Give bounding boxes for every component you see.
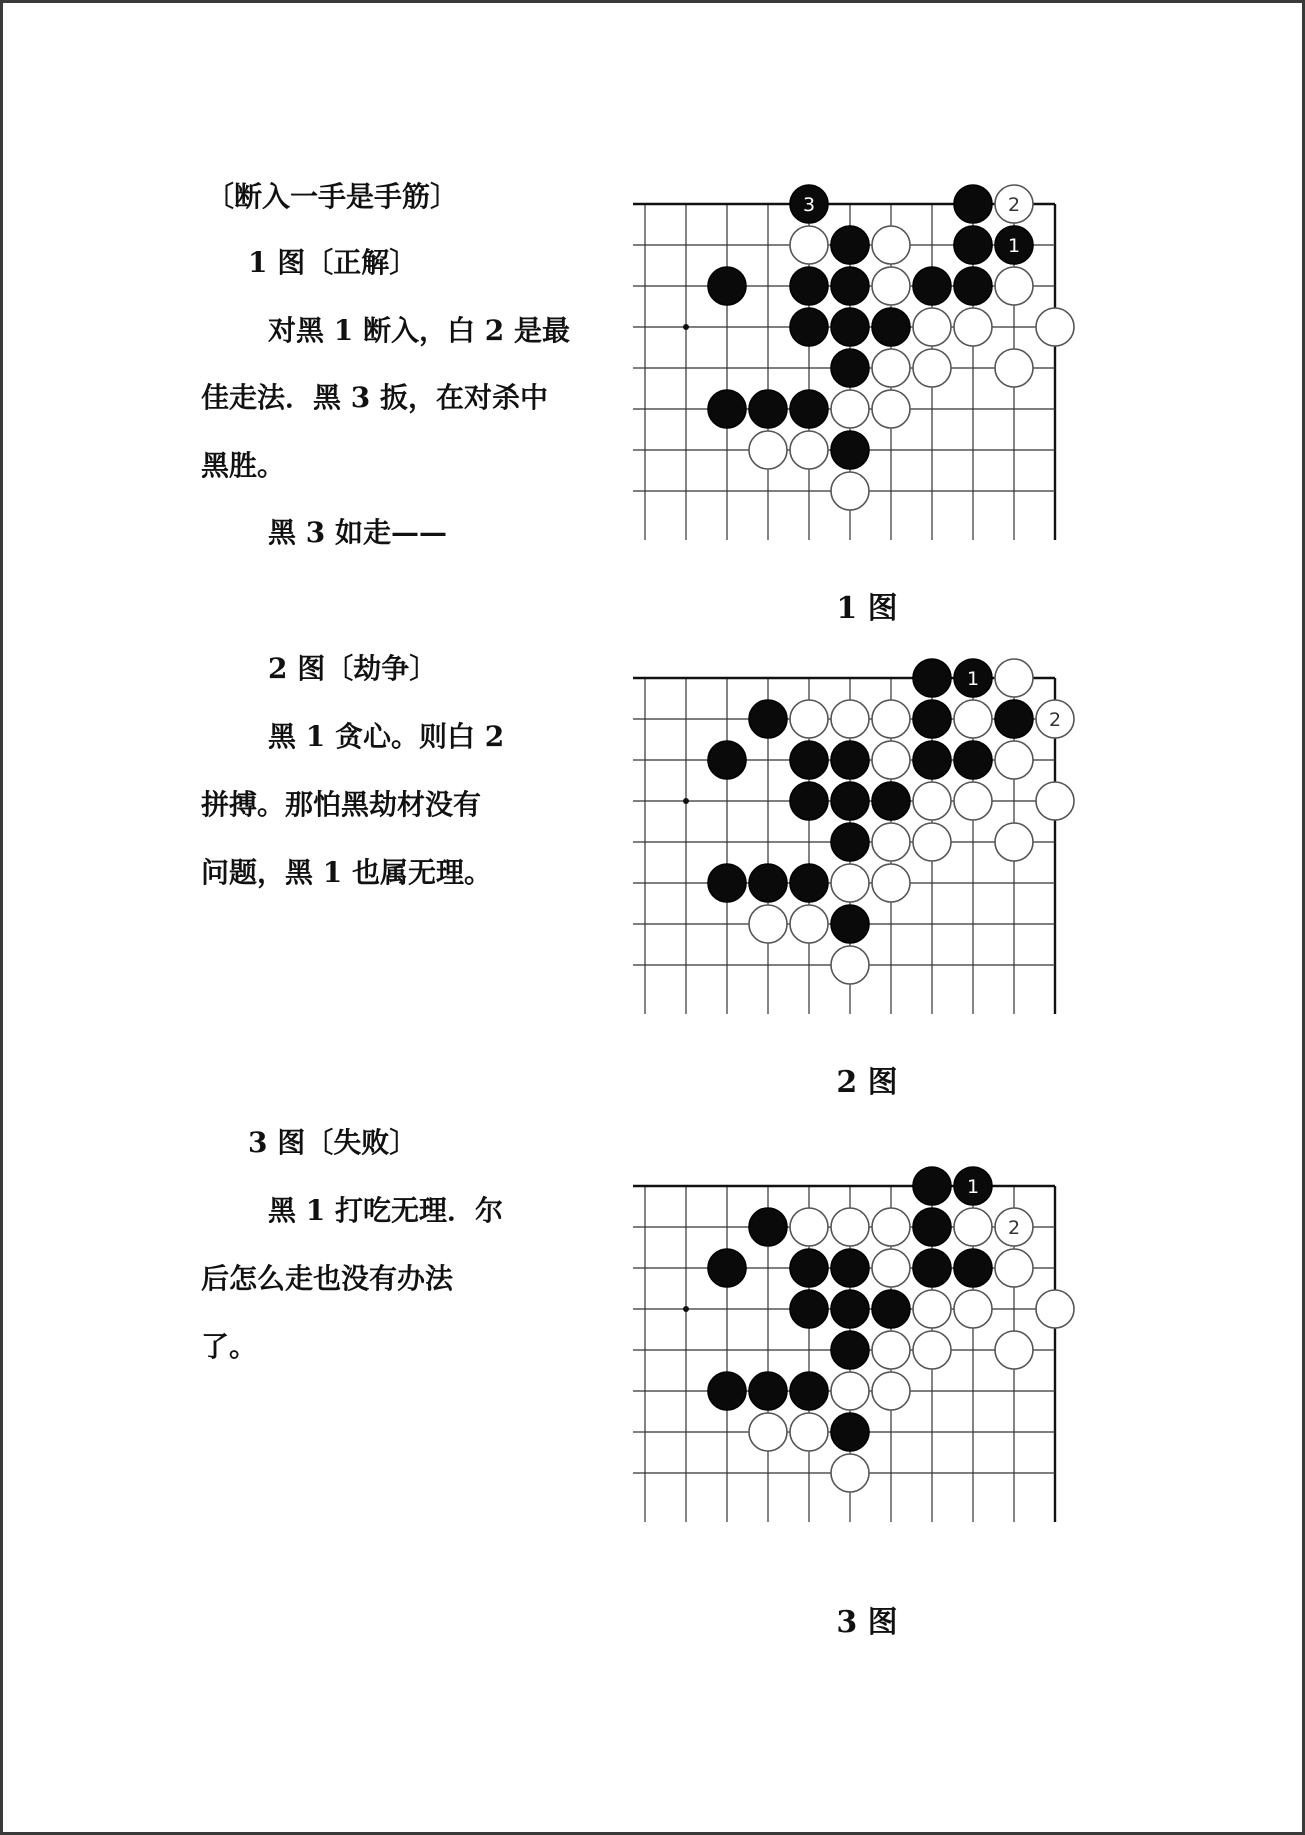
- black-stone: [913, 659, 951, 697]
- diagram-3-text-line: 后怎么走也没有办法: [201, 1262, 454, 1295]
- white-stone: [790, 700, 828, 738]
- black-stone: [708, 1372, 746, 1410]
- go-board-3: [633, 1167, 1074, 1522]
- white-stone: [872, 349, 910, 387]
- move-number: 3: [802, 194, 816, 216]
- move-number: 1: [966, 668, 980, 690]
- black-stone: [708, 864, 746, 902]
- move-number: 1: [966, 1176, 980, 1198]
- black-stone: [913, 1249, 951, 1287]
- black-stone: [831, 905, 869, 943]
- white-stone: [831, 1372, 869, 1410]
- star-point: [683, 798, 689, 804]
- diagram-1-text-line: 对黑 1 断入，白 2 是最: [268, 314, 570, 347]
- black-stone: [749, 390, 787, 428]
- black-stone: [790, 1290, 828, 1328]
- black-stone: [913, 741, 951, 779]
- white-stone: [995, 823, 1033, 861]
- white-stone: [749, 1413, 787, 1451]
- white-stone: [749, 431, 787, 469]
- go-board-2: [633, 659, 1074, 1014]
- black-stone: [790, 1372, 828, 1410]
- white-stone: [790, 1208, 828, 1246]
- white-stone: [831, 700, 869, 738]
- white-stone: [831, 864, 869, 902]
- white-stone: [1036, 308, 1074, 346]
- black-stone: [954, 741, 992, 779]
- diagram-3-heading: 3 图〔失败〕: [248, 1126, 418, 1159]
- move-number: 2: [1007, 194, 1021, 216]
- white-stone: [995, 741, 1033, 779]
- white-stone: [913, 1290, 951, 1328]
- black-stone: [790, 782, 828, 820]
- diagram-2-text-line: 黑 1 贪心。则白 2: [268, 720, 505, 753]
- diagram-3-text-line: 了。: [201, 1330, 258, 1363]
- black-stone: [872, 1290, 910, 1328]
- white-stone: [831, 946, 869, 984]
- black-stone: [954, 226, 992, 264]
- white-stone: [872, 1249, 910, 1287]
- black-stone: [790, 390, 828, 428]
- move-number: 1: [1007, 235, 1021, 257]
- white-stone: [954, 700, 992, 738]
- diagram-2-text-line: 拼搏。那怕黑劫材没有: [201, 788, 482, 821]
- white-stone: [913, 823, 951, 861]
- diagram-2-caption: 2 图: [836, 1065, 898, 1100]
- black-stone: [831, 741, 869, 779]
- white-stone: [913, 782, 951, 820]
- black-stone: [954, 185, 992, 223]
- move-number: 2: [1007, 1217, 1021, 1239]
- black-stone: [708, 267, 746, 305]
- diagram-1-heading: 1 图〔正解〕: [248, 246, 418, 279]
- move-number: 2: [1048, 709, 1062, 731]
- black-stone: [995, 700, 1033, 738]
- black-stone: [708, 1249, 746, 1287]
- black-stone: [708, 741, 746, 779]
- white-stone: [913, 308, 951, 346]
- black-stone: [913, 1167, 951, 1205]
- white-stone: [872, 823, 910, 861]
- diagram-1-text-line: 佳走法．黑 3 扳，在对杀中: [201, 381, 548, 414]
- diagram-1-text-line: 黑胜。: [201, 449, 286, 482]
- go-board-1: [633, 185, 1074, 540]
- black-stone: [831, 226, 869, 264]
- white-stone: [872, 390, 910, 428]
- black-stone: [708, 390, 746, 428]
- black-stone: [831, 267, 869, 305]
- white-stone: [790, 226, 828, 264]
- black-stone: [831, 782, 869, 820]
- black-stone: [790, 308, 828, 346]
- black-stone: [872, 308, 910, 346]
- star-point: [683, 324, 689, 330]
- white-stone: [995, 1331, 1033, 1369]
- white-stone: [872, 1331, 910, 1369]
- white-stone: [872, 864, 910, 902]
- black-stone: [954, 1249, 992, 1287]
- white-stone: [1036, 782, 1074, 820]
- black-stone: [831, 1331, 869, 1369]
- white-stone: [872, 226, 910, 264]
- white-stone: [872, 700, 910, 738]
- black-stone: [749, 1372, 787, 1410]
- white-stone: [954, 308, 992, 346]
- section-title: 〔断入一手是手筋〕: [206, 180, 459, 213]
- diagram-3-caption: 3 图: [836, 1605, 898, 1640]
- white-stone: [872, 1372, 910, 1410]
- black-stone: [913, 267, 951, 305]
- white-stone: [913, 349, 951, 387]
- black-stone: [831, 823, 869, 861]
- white-stone: [790, 431, 828, 469]
- black-stone: [749, 1208, 787, 1246]
- white-stone: [913, 1331, 951, 1369]
- black-stone: [831, 349, 869, 387]
- black-stone: [831, 1413, 869, 1451]
- white-stone: [995, 349, 1033, 387]
- black-stone: [872, 782, 910, 820]
- white-stone: [872, 1208, 910, 1246]
- black-stone: [749, 700, 787, 738]
- white-stone: [790, 1413, 828, 1451]
- diagram-3-text-line: 黑 1 打吃无理．尔: [268, 1194, 503, 1227]
- white-stone: [790, 905, 828, 943]
- white-stone: [749, 905, 787, 943]
- diagram-1-text-line: 黑 3 如走——: [268, 516, 447, 549]
- black-stone: [790, 1249, 828, 1287]
- diagram-2-heading: 2 图〔劫争〕: [268, 652, 438, 685]
- black-stone: [831, 1249, 869, 1287]
- black-stone: [913, 700, 951, 738]
- white-stone: [954, 1290, 992, 1328]
- white-stone: [872, 741, 910, 779]
- white-stone: [995, 1249, 1033, 1287]
- white-stone: [831, 1208, 869, 1246]
- black-stone: [954, 267, 992, 305]
- star-point: [683, 1306, 689, 1312]
- white-stone: [831, 472, 869, 510]
- white-stone: [831, 1454, 869, 1492]
- black-stone: [913, 1208, 951, 1246]
- black-stone: [831, 1290, 869, 1328]
- diagram-2-text-line: 问题，黑 1 也属无理。: [201, 856, 492, 889]
- black-stone: [790, 267, 828, 305]
- white-stone: [1036, 1290, 1074, 1328]
- white-stone: [872, 267, 910, 305]
- white-stone: [954, 782, 992, 820]
- black-stone: [790, 741, 828, 779]
- white-stone: [831, 390, 869, 428]
- white-stone: [995, 659, 1033, 697]
- black-stone: [749, 864, 787, 902]
- white-stone: [954, 1208, 992, 1246]
- black-stone: [790, 864, 828, 902]
- diagram-1-caption: 1 图: [836, 591, 898, 626]
- white-stone: [995, 267, 1033, 305]
- go-diagrams: [3, 3, 1305, 1835]
- black-stone: [831, 308, 869, 346]
- black-stone: [831, 431, 869, 469]
